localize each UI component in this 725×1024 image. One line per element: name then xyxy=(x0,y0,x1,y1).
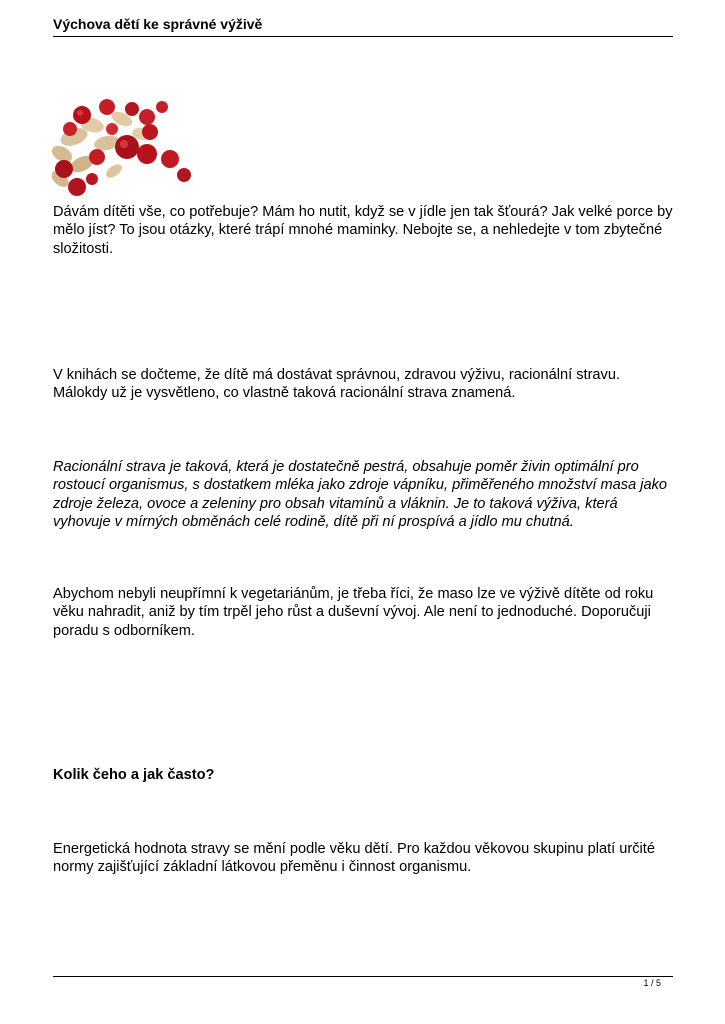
document-title: Výchova dětí ke správné výživě xyxy=(53,16,263,32)
rational-diet-paragraph: Racionální strava je taková, která je dostatečně pestrá, obsahuje poměr živin optimální pro rostoucí organismus, s dostatkem mléka jako zdroje vápníku, přiměřeného množství masa jako zdroje železa, ovoce a zeleniny pro obsah vitamínů a vláknin. Je to taková výživa, která vyhovuje v mírných obměnách celé rodině, dítě při ní prospívá a jídlo mu chutná. xyxy=(53,459,668,530)
intro-paragraph: Dávám dítěti vše, co potřebuje? Mám ho nutit, když se v jídle jen tak šťourá? Jak velké porce by mělo jíst? To jsou otázky, které trápí mnohé maminky. Nebojte se, a nehledejte v tom zbytečné složitosti. xyxy=(53,204,673,257)
page-number: 1 / 5 xyxy=(643,978,661,988)
vegetarian-paragraph: Abychom nebyli neupřímní k vegetariánům, je třeba říci, že maso lze ve výživě dítěte od roku věku nahradit, aniž by tím trpěl jeho růst a duševní vývoj. Ale není to jednoduché. Doporučuji poradu s odborníkem. xyxy=(53,586,654,639)
energy-paragraph: Energetická hodnota stravy se mění podle věku dětí. Pro každou věkovou skupinu platí určité normy zajišťující základní látkovou přeměnu i činnost organismu. xyxy=(53,841,655,876)
footer-divider xyxy=(53,976,673,977)
books-paragraph: V knihách se dočteme, že dítě má dostávat správnou, zdravou výživu, racionální stravu. Málokdy už je vysvětleno, co vlastně taková racionální strava znamená. xyxy=(53,367,621,402)
raspberries-cereal-image xyxy=(52,99,198,196)
header-divider xyxy=(53,36,673,37)
section-heading: Kolik čeho a jak často? xyxy=(53,767,215,783)
